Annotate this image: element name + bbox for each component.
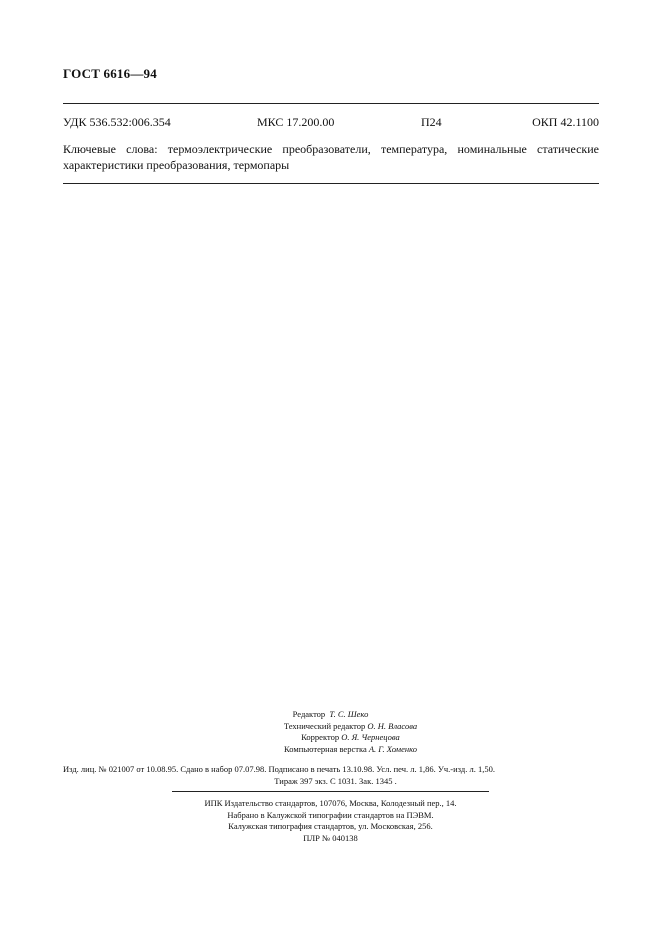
printer-info [0,798,661,844]
credit-editor-name: Т. С. Шеко [329,709,369,719]
credit-layout-role: Компьютерная верстка [284,743,367,754]
printer-line-1: ИПК Издательство стандартов, 107076, Москва, Колодезный пер., 14. [204,798,457,808]
publication-line-1: Изд. лиц. № 021007 от 10.08.95. Сдано в набор 07.07.98. Подписано в печать 13.10.98. Усл. печ. л. 1,86. Уч.-изд. л. 1,50. [63,764,495,774]
printer-line-2: Набрано в Калужской типографии стандартов на ПЭВМ. [227,809,434,820]
credit-tech-editor-role: Технический редактор [283,720,366,731]
printer-line-3: Калужская типография стандартов, ул. Московская, 256. [228,821,433,831]
classification-codes [63,115,599,131]
publication-line-2: Тираж 397 экз. С 1031. Зак. 1345 . [274,776,397,786]
udk-code: УДК 536.532:006.354 [63,115,171,129]
credit-corrector-role: Корректор [301,732,340,742]
p-code: П24 [421,115,442,129]
credit-corrector-name: О. Я. Чернецова [341,732,400,742]
divider-publication [172,791,489,792]
credit-editor-role: Редактор [292,709,326,719]
document-heading: ГОСТ 6616—94 [63,66,157,81]
credit-editor [0,709,661,721]
credit-layout-name: А. Г. Хоменко [368,743,417,754]
credits-block [0,709,661,755]
printer-line-4: ПЛР № 040138 [303,832,358,843]
okp-code: ОКП 42.1100 [532,115,599,129]
credit-tech-editor-name: О. Н. Власова [367,720,418,731]
divider-keywords [63,183,599,184]
mks-code: МКС 17.200.00 [257,115,335,129]
credit-layout [0,744,661,756]
keywords-paragraph: Ключевые слова: термоэлектрические преобразователи, температура, номинальные статические характеристики преобразования, термопары [63,142,599,172]
credit-tech-editor [0,721,661,733]
divider-top [63,103,599,104]
publication-info [63,763,608,787]
credit-corrector [0,732,661,744]
